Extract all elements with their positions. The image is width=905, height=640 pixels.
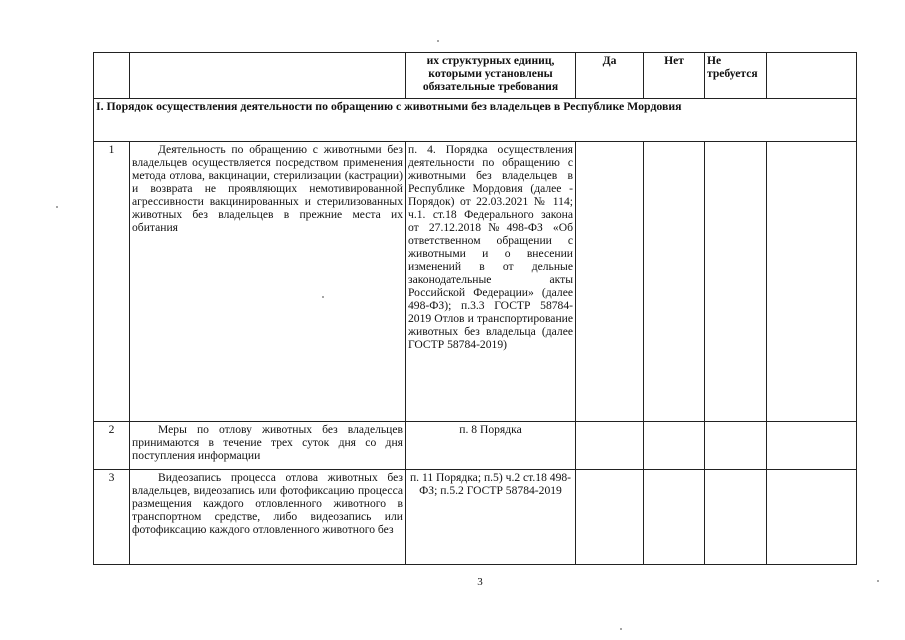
header-criteria-label: их структурных единиц, которыми установлены обязательные требования <box>406 53 576 99</box>
scan-speck <box>437 40 439 42</box>
scan-speck <box>620 628 622 630</box>
row-legal-basis-cell <box>406 142 576 422</box>
row-number: 2 <box>94 422 130 470</box>
row-notes-cell <box>767 422 857 470</box>
row-no-cell <box>644 470 705 565</box>
section-title: I. Порядок осуществления деятельности по обращению с животными без владельцев в Республике Мордовия <box>94 99 857 142</box>
header-empty-requirement <box>130 53 406 99</box>
row-legal-basis-cell <box>406 422 576 470</box>
row-legal-basis: п. 8 Порядка <box>459 423 522 436</box>
row-notes-cell <box>767 470 857 565</box>
row-not-required-cell <box>705 422 767 470</box>
header-not-required: Не требуется <box>705 53 767 99</box>
row-number: 1 <box>94 142 130 422</box>
scan-speck <box>877 580 879 582</box>
row-not-required-cell <box>705 470 767 565</box>
page-number: 3 <box>477 576 483 588</box>
row-requirement-cell <box>130 422 406 470</box>
table-row <box>94 142 857 422</box>
header-yes: Да <box>576 53 644 99</box>
row-no-cell <box>644 142 705 422</box>
row-yes-cell <box>576 470 644 565</box>
row-legal-basis: п. 11 Порядка; п.5) ч.2 ст.18 498-ФЗ; п.5.2 ГОСТР 58784-2019 <box>409 471 572 497</box>
section-row <box>94 99 857 142</box>
table-header-row <box>94 53 857 99</box>
row-notes-cell <box>767 142 857 422</box>
row-requirement-cell <box>130 142 406 422</box>
row-requirement: Видеозапись процесса отлова животных без владельцев, видеозапись или фотофиксацию процесса размещения каждого отловленного животного в транспортном средстве, либо видеозапись или фотофиксацию каждого отловленного животного без <box>132 471 403 536</box>
header-empty-notes <box>767 53 857 99</box>
row-no-cell <box>644 422 705 470</box>
requirements-table <box>93 52 857 565</box>
row-legal-basis: п. 4. Порядка осуществления деятельности по обращению с животными без владельцев в Республике Мордовия (далее - Порядок) от 22.03.2021 № 114; ч.1. ст.18 Федерального закона от 27.12.2018№498-ФЗ «Об ответственном обращении с животными и о внесении изменений в от дельные законодательные акты Российской Федерации» (далее 498-ФЗ); п.3.3 ГОСТР 58784-2019 Отлов и транспортирование животных без владельца (далее ГОСТР 58784-2019) <box>408 143 573 351</box>
header-empty-num <box>94 53 130 99</box>
row-yes-cell <box>576 422 644 470</box>
row-requirement-cell <box>130 470 406 565</box>
table-row <box>94 422 857 470</box>
header-no: Нет <box>644 53 705 99</box>
row-legal-basis-cell <box>406 470 576 565</box>
scan-speck <box>322 296 324 298</box>
row-requirement: Меры по отлову животных без владельцев принимаются в течение трех суток дня со дня поступления информации <box>132 423 403 462</box>
row-yes-cell <box>576 142 644 422</box>
row-not-required-cell <box>705 142 767 422</box>
table-row <box>94 470 857 565</box>
row-number: 3 <box>94 470 130 565</box>
scan-speck <box>56 206 58 208</box>
row-requirement: Деятельность по обращению с животными без владельцев осуществляется посредством применения метода отлова, вакцинации, стерилизации (кастрации) и возврата не проявляющих немотивированной агрессивности вакцинированных и стерилизованных животных без владельцев в прежние места их обитания <box>132 143 403 234</box>
